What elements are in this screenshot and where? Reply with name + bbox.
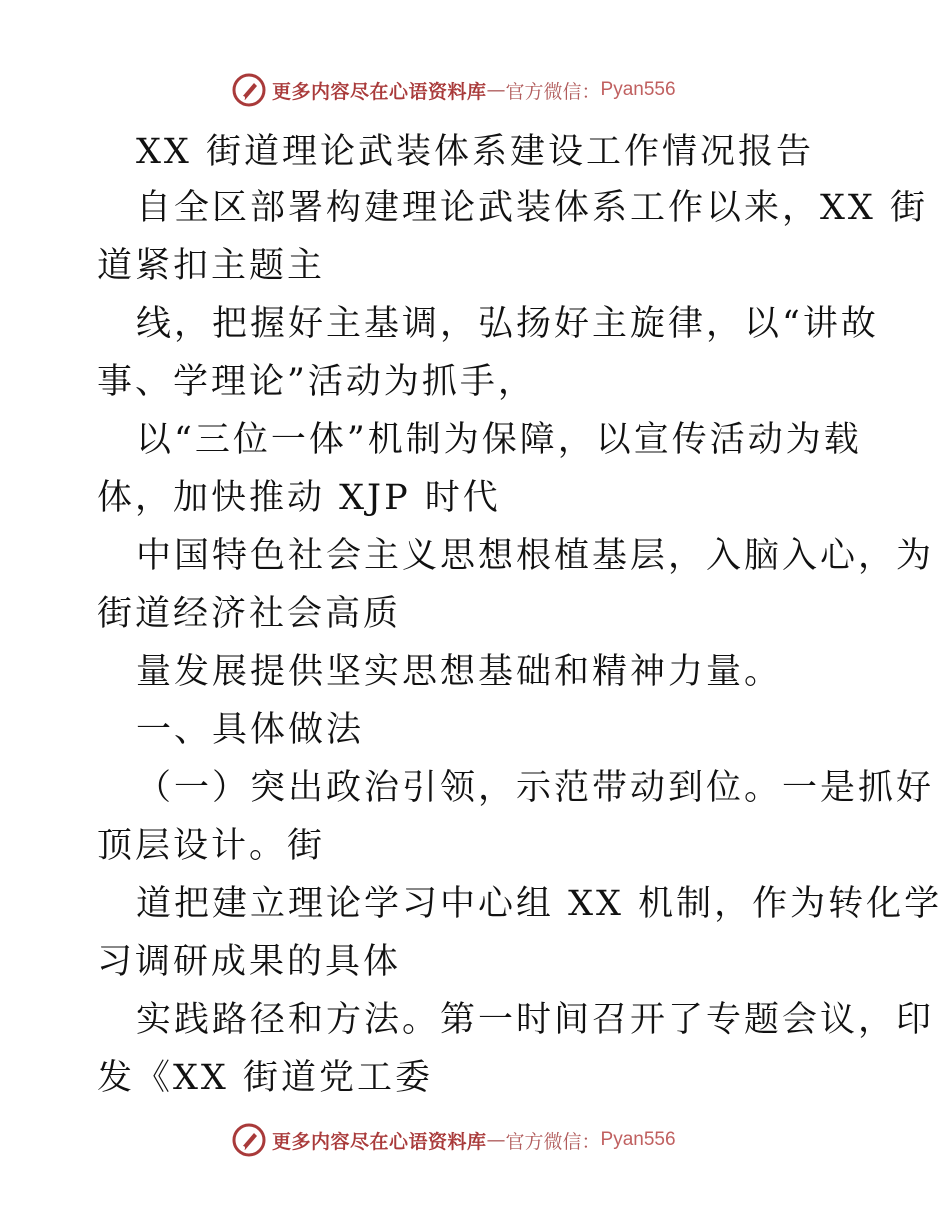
paragraph-line: 以“三位一体”机制为保障，以宣传活动为载 (136, 420, 862, 460)
paragraph-line: （一）突出政治引领，示范带动到位。一是抓好 (136, 768, 935, 808)
watermark-wechat-id: Pyan556 (600, 79, 676, 100)
watermark-contact-label: 官方微信： (505, 80, 601, 103)
paragraph-line: 量发展提供坚实思想基础和精神力量。 (136, 652, 783, 692)
pen-logo-icon (232, 1123, 266, 1157)
paragraph-line: 实践路径和方法。第一时间召开了专题会议，印 (136, 1000, 935, 1040)
watermark-site-text: 更多内容尽在心语资料库 (272, 1130, 487, 1153)
paragraph-line: 顶层设计。街 (97, 826, 326, 866)
watermark-site-text: 更多内容尽在心语资料库 (272, 80, 487, 103)
header-watermark (232, 70, 676, 110)
watermark-separator: — (486, 1129, 506, 1151)
paragraph-line: 线，把握好主基调，弘扬好主旋律，以“讲故 (136, 304, 879, 344)
paragraph-line: 街道经济社会高质 (97, 594, 402, 634)
watermark-contact-label: 官方微信： (505, 1130, 601, 1153)
paragraph-line: 中国特色社会主义思想根植基层，入脑入心，为 (136, 536, 935, 576)
document-title: XX 街道理论武装体系建设工作情况报告 (136, 132, 814, 172)
footer-watermark (232, 1120, 676, 1160)
paragraph-line: 道紧扣主题主 (97, 246, 326, 286)
watermark-separator: — (486, 79, 506, 101)
paragraph-line: 体，加快推动 XJP 时代 (97, 478, 501, 518)
paragraph-line: 发《XX 街道党工委 (97, 1058, 433, 1098)
paragraph-line: 事、学理论”活动为抓手， (97, 362, 536, 402)
watermark-wechat-id: Pyan556 (600, 1129, 676, 1150)
paragraph-line: 自全区部署构建理论武装体系工作以来，XX 街 (136, 188, 928, 228)
paragraph-line: 习调研成果的具体 (97, 942, 402, 982)
section-heading: 一、具体做法 (136, 710, 365, 750)
pen-logo-icon (232, 73, 266, 107)
paragraph-line: 道把建立理论学习中心组 XX 机制，作为转化学 (136, 884, 943, 924)
